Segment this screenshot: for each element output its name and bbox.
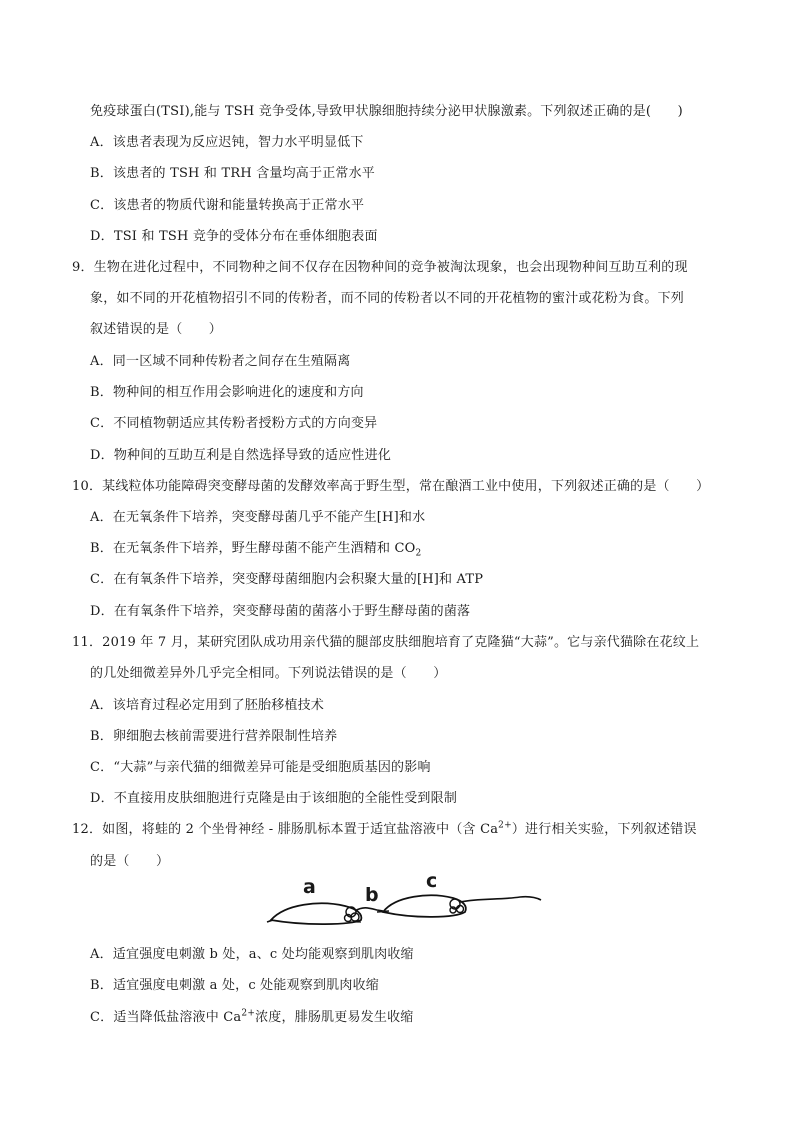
q9-stem-line-3: 叙述错误的是（ ） bbox=[90, 322, 223, 337]
muscle-c-tendon bbox=[377, 911, 389, 912]
q9-option-b: B．物种间的相互作用会影响进化的速度和方向 bbox=[90, 385, 364, 400]
q11-option-b: B．卵细胞去核前需要进行营养限制性培养 bbox=[90, 729, 338, 744]
q12-option-a: A．适宜强度电刺激 b 处，a、c 处均能观察到肌肉收缩 bbox=[90, 947, 414, 962]
q11-stem-line-1: 11．2019 年 7 月，某研究团队成功用亲代猫的腿部皮肤细胞培育了克隆猫“大蒜”。它与亲代猫除在花纹上 bbox=[72, 635, 700, 650]
q9-option-a: A．同一区域不同种传粉者之间存在生殖隔离 bbox=[90, 354, 351, 369]
q11-option-d: D．不直接用皮肤细胞进行克隆是由于该细胞的全能性受到限制 bbox=[90, 791, 458, 806]
q9-stem-line-2: 象，如不同的开花植物招引不同的传粉者，而不同的传粉者以不同的开花植物的蜜汁或花粉为食。下列 bbox=[90, 291, 685, 306]
q12-option-b: B．适宜强度电刺激 a 处，c 处能观察到肌肉收缩 bbox=[90, 978, 379, 993]
q12-stem-line-2: 的是（ ） bbox=[90, 854, 170, 869]
q12-option-c-text-2: 浓度，腓肠肌更易发生收缩 bbox=[255, 1010, 414, 1025]
q10-stem: 10．某线粒体功能障碍突变酵母菌的发酵效率高于野生型，常在酿酒工业中使用，下列叙述正确的是（ ） bbox=[72, 479, 710, 494]
nerve-muscle-figure bbox=[265, 870, 545, 930]
q9-option-d: D．物种间的互助互利是自然选择导致的适应性进化 bbox=[90, 448, 392, 463]
q12-stem-text-2: ）进行相关实验，下列叙述错误 bbox=[511, 822, 697, 837]
q10-option-a: A．在无氧条件下培养，突变酵母菌几乎不能产生[H]和水 bbox=[90, 510, 426, 525]
q8-option-b: B．该患者的 TSH 和 TRH 含量均高于正常水平 bbox=[90, 166, 375, 181]
q10-option-d: D．在有氧条件下培养，突变酵母菌的菌落小于野生酵母菌的菌落 bbox=[90, 604, 471, 619]
q8-option-a: A．该患者表现为反应迟钝，智力水平明显低下 bbox=[90, 135, 364, 150]
figure-label-c: c bbox=[426, 870, 438, 892]
q11-option-a: A．该培育过程必定用到了胚胎移植技术 bbox=[90, 698, 324, 713]
q12-option-c bbox=[90, 1008, 413, 1028]
q8-option-d: D．TSI 和 TSH 竞争的受体分布在垂体细胞表面 bbox=[90, 229, 378, 244]
nerve-c bbox=[460, 897, 541, 902]
q12-stem-text-1: 12．如图，将蛙的 2 个坐骨神经 - 腓肠肌标本置于适宜盐溶液中（含 Ca bbox=[72, 822, 499, 837]
q8-stem-continuation: 免疫球蛋白(TSI),能与 TSH 竞争受体,导致甲状腺细胞持续分泌甲状腺激素。下列叙述正确的是( ) bbox=[90, 104, 683, 119]
q12-stem-line-1 bbox=[72, 820, 697, 840]
nerve-a bbox=[355, 908, 383, 911]
q10-option-b-subscript: 2 bbox=[415, 548, 422, 559]
q11-option-c: C．“大蒜”与亲代猫的细微差异可能是受细胞质基因的影响 bbox=[90, 760, 431, 775]
q12-option-c-text-1: C．适当降低盐溶液中 Ca bbox=[90, 1010, 242, 1025]
q10-option-b-text: B．在无氧条件下培养，野生酵母菌不能产生酒精和 CO bbox=[90, 541, 416, 556]
q11-stem-line-2: 的几处细微差异外几乎完全相同。下列说法错误的是（ ） bbox=[90, 666, 447, 681]
muscle-a-tendon bbox=[267, 920, 273, 922]
q12-option-c-superscript: 2+ bbox=[241, 1008, 256, 1019]
figure-label-b: b bbox=[365, 884, 379, 906]
q10-option-b bbox=[90, 539, 421, 559]
q10-option-c: C．在有氧条件下培养，突变酵母菌细胞内会积聚大量的[H]和 ATP bbox=[90, 572, 484, 587]
q9-option-c: C．不同植物朝适应其传粉者授粉方式的方向变异 bbox=[90, 416, 378, 431]
q8-option-c: C．该患者的物质代谢和能量转换高于正常水平 bbox=[90, 198, 365, 213]
figure-label-a: a bbox=[303, 876, 316, 898]
q12-stem-superscript: 2+ bbox=[498, 820, 512, 831]
q9-stem-line-1: 9．生物在进化过程中，不同物种之间不仅存在因物种间的竞争被淘汰现象，也会出现物种间互助互利的现 bbox=[72, 260, 688, 275]
